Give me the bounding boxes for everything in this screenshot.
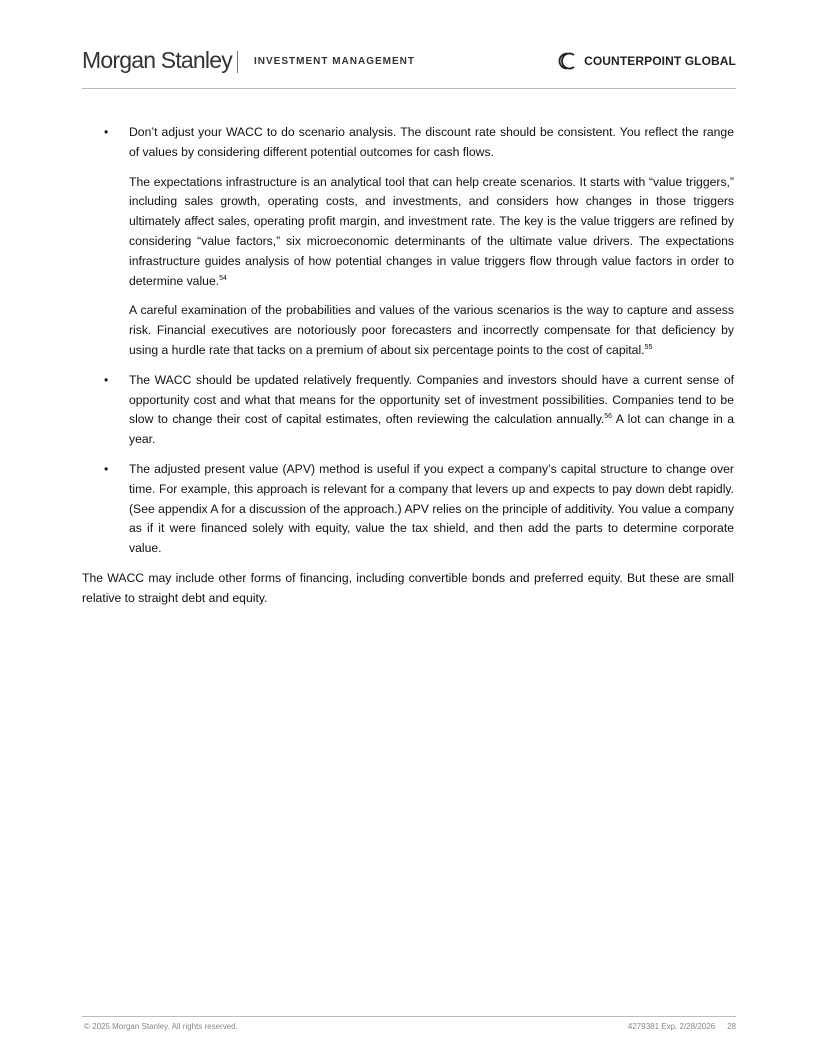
copyright-text: © 2025 Morgan Stanley. All rights reserved. [84, 1022, 238, 1031]
counterpoint-global-label: COUNTERPOINT GLOBAL [584, 54, 736, 68]
sub-paragraph [82, 173, 734, 292]
page-footer [82, 1016, 736, 1031]
document-id: 4279381 Exp. 2/28/2026 [627, 1022, 716, 1031]
header-rule [82, 88, 736, 89]
bullet-text-continued: A lot can change in a year. [129, 412, 735, 447]
bullet-icon: • [104, 461, 109, 476]
bullet-text: The WACC should be updated relatively frequently. Companies and investors should have a current sense of opportunity cost and what that means for the opportunity set of investment possibilities. Companies tend to be slow to change their cost of capital estimates, often reviewing the calculation annually. [129, 372, 734, 427]
bullet-item [82, 460, 734, 559]
header-divider [237, 51, 238, 73]
page-header [82, 44, 736, 90]
sub-paragraph-text: The expectations infrastructure is an analytical tool that can help create scenarios. It starts with “value triggers,” including sales growth, operating costs, and investments, and considers how changes in those triggers ultimately affect sales, operating profit margin, and investment rate. The key is the value triggers are refined by considering “value factors,” six microeconomic determinants of the ultimate value drivers. The expectations infrastructure guides analysis of how potential changes in value triggers flow through value factors in order to determine value. [129, 174, 734, 288]
footnote-ref[interactable]: 56 [604, 413, 613, 421]
bullet-item [82, 123, 734, 163]
sub-paragraph-text: A careful examination of the probabilities and values of the various scenarios is the way to capture and assess risk. Financial executives are notoriously poor forecasters and incorrectly compensate for that deficiency by using a hurdle rate that tacks on a premium of about six percentage points to the cost of capital. [129, 303, 734, 357]
bullet-text: The adjusted present value (APV) method is useful if you expect a company’s capital structure to change over time. For example, this approach is relevant for a company that levers up and expects to pay down debt rapidly. (See appendix A for a discussion of the approach.) APV relies on the principle of additivity. You value a company as if it were financed solely with equity, value the tax shield, and then add the parts to determine corporate value. [129, 461, 734, 556]
morgan-stanley-logo: Morgan Stanley [82, 47, 232, 73]
bullet-text: Don’t adjust your WACC to do scenario analysis. The discount rate should be consistent. You reflect the range of values by considering different potential outcomes for cash flows. [129, 125, 734, 159]
bullet-item [82, 371, 734, 450]
counterpoint-global-logo [555, 50, 736, 72]
footnote-ref[interactable]: 55 [644, 343, 653, 351]
sub-paragraph [82, 301, 734, 360]
footnote-ref[interactable]: 54 [219, 274, 227, 282]
bullet-icon: • [104, 372, 109, 387]
counterpoint-cc-logo-icon [555, 50, 579, 72]
footer-rule [82, 1016, 736, 1017]
document-body [82, 123, 734, 619]
footer-meta [628, 1022, 736, 1031]
page-number: 28 [727, 1022, 736, 1031]
division-label: INVESTMENT MANAGEMENT [254, 56, 415, 67]
bullet-icon: • [104, 125, 109, 139]
closing-paragraph: The WACC may include other forms of financing, including convertible bonds and preferred equity. But these are small relative to straight debt and equity. [82, 570, 734, 605]
